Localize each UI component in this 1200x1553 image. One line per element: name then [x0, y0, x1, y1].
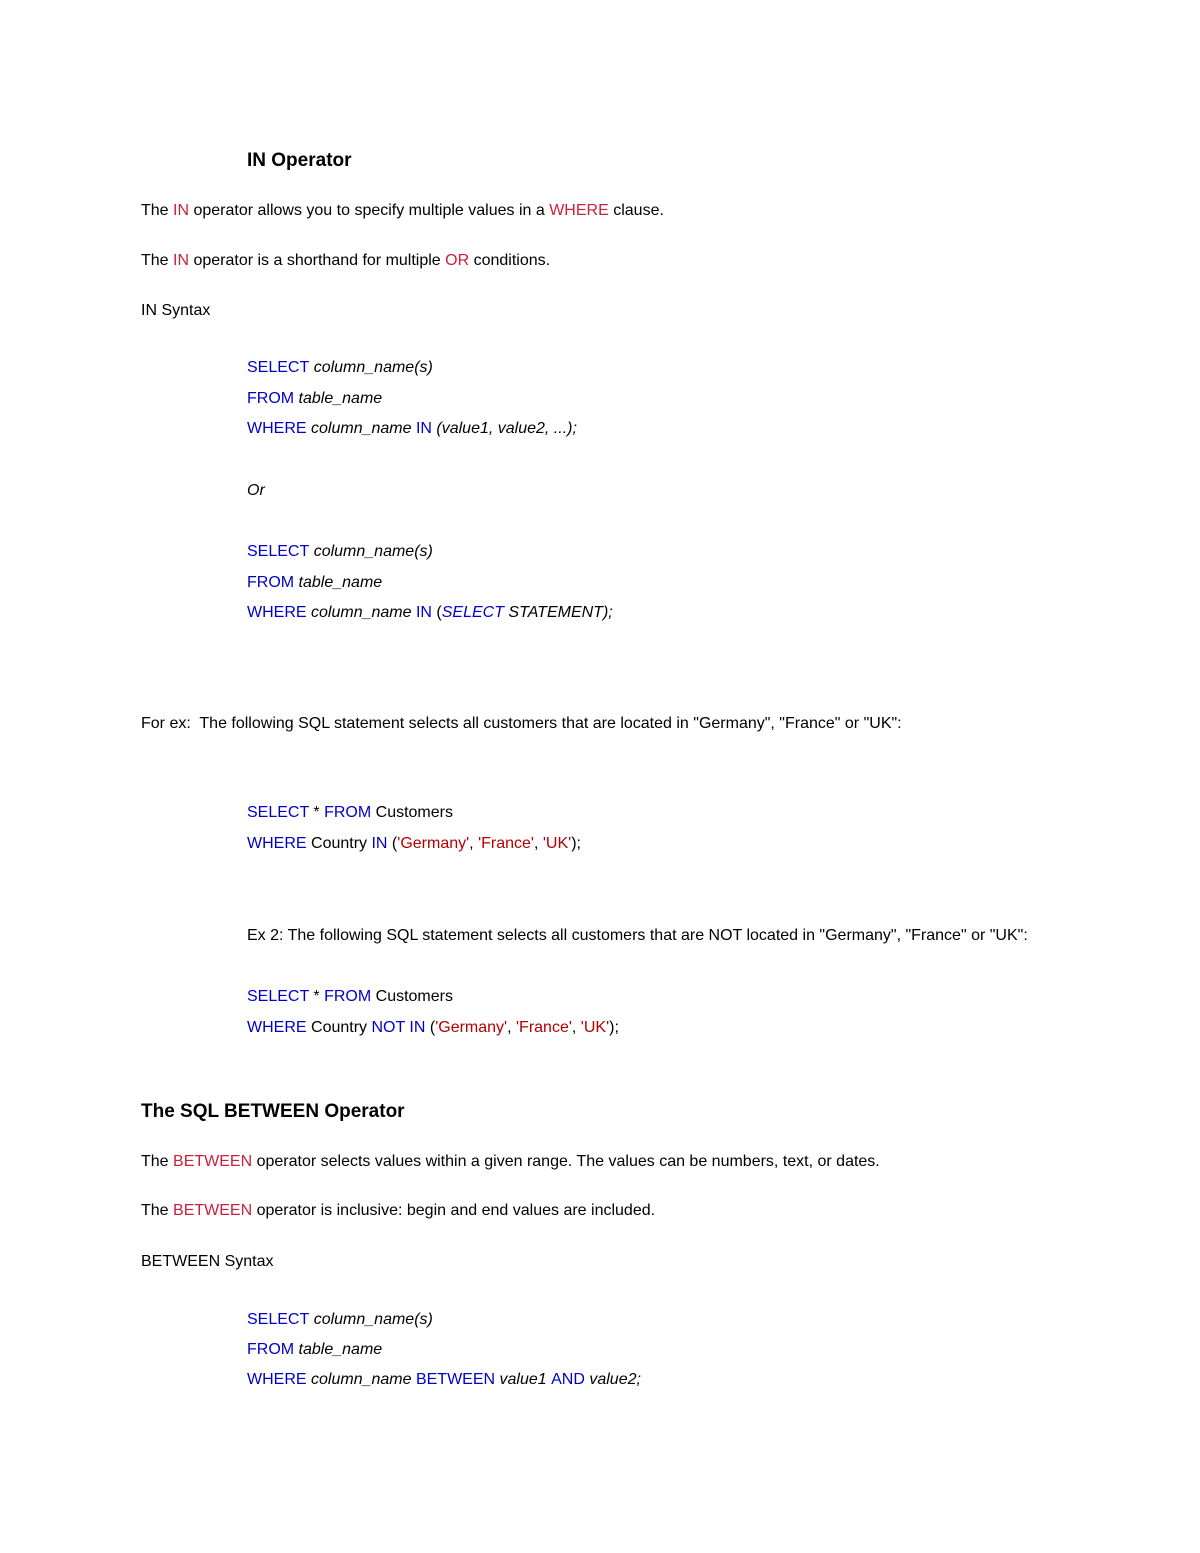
in-paragraph-2 — [141, 253, 550, 269]
sql-keyword: NOT IN — [371, 1019, 426, 1036]
text: operator selects values within a given range. The values can be numbers, text, or dates. — [252, 1153, 880, 1170]
code-text: ( — [431, 604, 442, 621]
sql-string: 'Germany' — [397, 835, 470, 852]
code-line — [247, 575, 382, 591]
sql-string: 'France' — [478, 835, 534, 852]
text: operator is inclusive: begin and end values are included. — [252, 1202, 656, 1219]
code-text: table_name — [294, 1341, 383, 1358]
between-paragraph-1 — [141, 1154, 880, 1170]
text: operator is a shorthand for multiple — [189, 252, 446, 269]
sql-keyword: FROM — [324, 988, 372, 1005]
sql-keyword: WHERE — [247, 835, 307, 852]
text: conditions. — [469, 252, 551, 269]
code-text: table_name — [294, 390, 383, 407]
sql-keyword: AND — [551, 1371, 585, 1388]
sql-keyword: WHERE — [247, 1019, 307, 1036]
code-text: , — [533, 835, 543, 852]
text: The — [141, 1202, 174, 1219]
code-line — [247, 805, 453, 821]
text: The — [141, 202, 174, 219]
sql-keyword: BETWEEN — [415, 1371, 496, 1388]
between-keyword: BETWEEN — [173, 1202, 253, 1219]
where-keyword: WHERE — [549, 202, 609, 219]
in-paragraph-1 — [141, 203, 664, 219]
sql-keyword: IN — [415, 420, 432, 437]
in-syntax-label: IN Syntax — [141, 302, 211, 319]
sql-string: 'Germany' — [435, 1019, 508, 1036]
code-text: * — [308, 988, 325, 1005]
code-text: column_name(s) — [309, 543, 433, 560]
sql-string: 'UK' — [580, 1019, 610, 1036]
sql-keyword: SELECT — [247, 359, 310, 376]
sql-keyword: FROM — [247, 390, 295, 407]
sql-keyword: SELECT — [441, 604, 504, 621]
code-line — [247, 391, 382, 407]
sql-keyword: IN — [371, 835, 388, 852]
code-text: column_name — [306, 1371, 416, 1388]
sql-keyword: FROM — [324, 804, 372, 821]
sql-keyword: SELECT — [247, 804, 309, 821]
code-line — [247, 421, 577, 437]
code-text: ); — [609, 1019, 619, 1036]
code-text: column_name — [306, 604, 416, 621]
code-text: column_name — [306, 420, 416, 437]
sql-keyword: SELECT — [247, 1311, 310, 1328]
sql-keyword: IN — [415, 604, 432, 621]
sql-keyword: FROM — [247, 574, 295, 591]
code-line — [247, 989, 453, 1005]
code-text: , — [507, 1019, 516, 1036]
between-operator-heading: The SQL BETWEEN Operator — [141, 1101, 405, 1122]
code-line — [247, 1020, 619, 1036]
code-text: column_name(s) — [309, 359, 433, 376]
code-text: value2; — [584, 1371, 641, 1388]
code-line — [247, 605, 613, 621]
sql-keyword: WHERE — [247, 420, 307, 437]
code-text: ); — [571, 835, 581, 852]
sql-string: 'UK' — [542, 835, 572, 852]
or-keyword: OR — [445, 252, 470, 269]
code-line — [247, 1342, 382, 1358]
code-text: Customers — [371, 804, 453, 821]
code-text: (value1, value2, ...); — [431, 420, 577, 437]
code-text: Country — [306, 1019, 372, 1036]
in-keyword: IN — [173, 202, 190, 219]
code-text: STATEMENT); — [503, 604, 613, 621]
between-syntax-label: BETWEEN Syntax — [141, 1253, 274, 1270]
in-keyword: IN — [173, 252, 190, 269]
code-text: value1 — [495, 1371, 552, 1388]
code-line — [247, 360, 433, 376]
sql-keyword: FROM — [247, 1341, 295, 1358]
text: The — [141, 1153, 174, 1170]
sql-keyword: WHERE — [247, 1371, 307, 1388]
text: operator allows you to specify multiple values in a — [189, 202, 550, 219]
code-text: ( — [425, 1019, 436, 1036]
in-operator-heading: IN Operator — [247, 150, 352, 171]
or-label: Or — [247, 482, 265, 499]
code-text: Country — [306, 835, 372, 852]
code-line — [247, 836, 581, 852]
code-text: Customers — [371, 988, 453, 1005]
code-text: ( — [387, 835, 398, 852]
example-2-description: Ex 2: The following SQL statement selects all customers that are NOT located in "Germany", "France" or "UK": — [247, 927, 1028, 944]
sql-keyword: SELECT — [247, 988, 309, 1005]
sql-keyword: SELECT — [247, 543, 310, 560]
text: clause. — [608, 202, 664, 219]
between-keyword: BETWEEN — [173, 1153, 253, 1170]
sql-keyword: WHERE — [247, 604, 307, 621]
sql-string: 'France' — [516, 1019, 572, 1036]
code-text: table_name — [294, 574, 383, 591]
code-text: column_name(s) — [309, 1311, 433, 1328]
code-line — [247, 1312, 433, 1328]
code-line — [247, 544, 433, 560]
code-text: * — [308, 804, 325, 821]
code-text: , — [571, 1019, 581, 1036]
code-text: , — [469, 835, 479, 852]
text: The — [141, 252, 174, 269]
between-paragraph-2 — [141, 1203, 655, 1219]
code-line — [247, 1372, 641, 1388]
example-1-description: For ex: The following SQL statement selects all customers that are located in "Germany", "France" or "UK": — [141, 715, 902, 732]
